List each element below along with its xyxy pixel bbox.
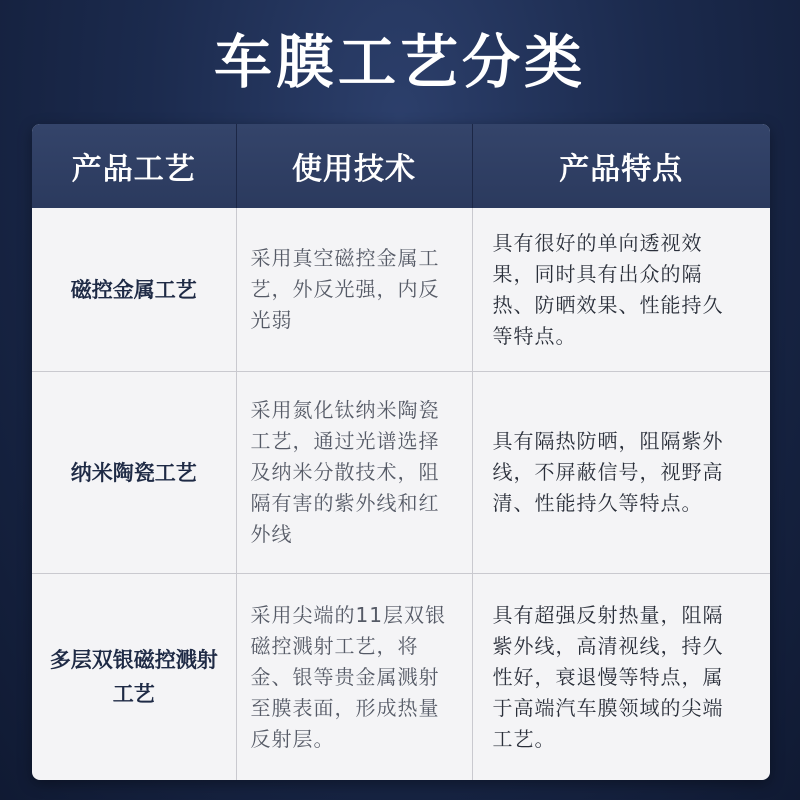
table-row <box>32 574 770 781</box>
header-process: 产品工艺 <box>32 124 236 208</box>
technology-cell: 采用真空磁控金属工艺，外反光强，内反光弱 <box>236 208 472 372</box>
technology-cell: 采用氮化钛纳米陶瓷工艺，通过光谱选择及纳米分散技术，阻隔有害的紫外线和红外线 <box>236 372 472 574</box>
header-technology: 使用技术 <box>236 124 472 208</box>
table-row <box>32 208 770 372</box>
page-title: 车膜工艺分类 <box>213 28 586 96</box>
table-row <box>32 372 770 574</box>
process-table <box>32 124 770 780</box>
table-header-row <box>32 124 770 208</box>
technology-cell: 采用尖端的11层双银磁控溅射工艺，将金、银等贵金属溅射至膜表面，形成热量反射层。 <box>236 574 472 781</box>
process-name-cell: 纳米陶瓷工艺 <box>32 372 236 574</box>
feature-cell: 具有超强反射热量，阻隔紫外线，高清视线，持久性好，衰退慢等特点，属于高端汽车膜领域的尖端工艺。 <box>492 602 724 751</box>
process-name-cell: 磁控金属工艺 <box>32 208 236 372</box>
feature-cell: 具有隔热防晒，阻隔紫外线，不屏蔽信号，视野高清、性能持久等特点。 <box>472 372 770 574</box>
feature-cell: 具有很好的单向透视效果，同时具有出众的隔热、防晒效果、性能持久等特点。 <box>472 208 770 372</box>
header-features: 产品特点 <box>472 124 770 208</box>
comparison-table <box>32 124 770 780</box>
process-name-cell: 多层双银磁控溅射工艺 <box>32 574 236 781</box>
